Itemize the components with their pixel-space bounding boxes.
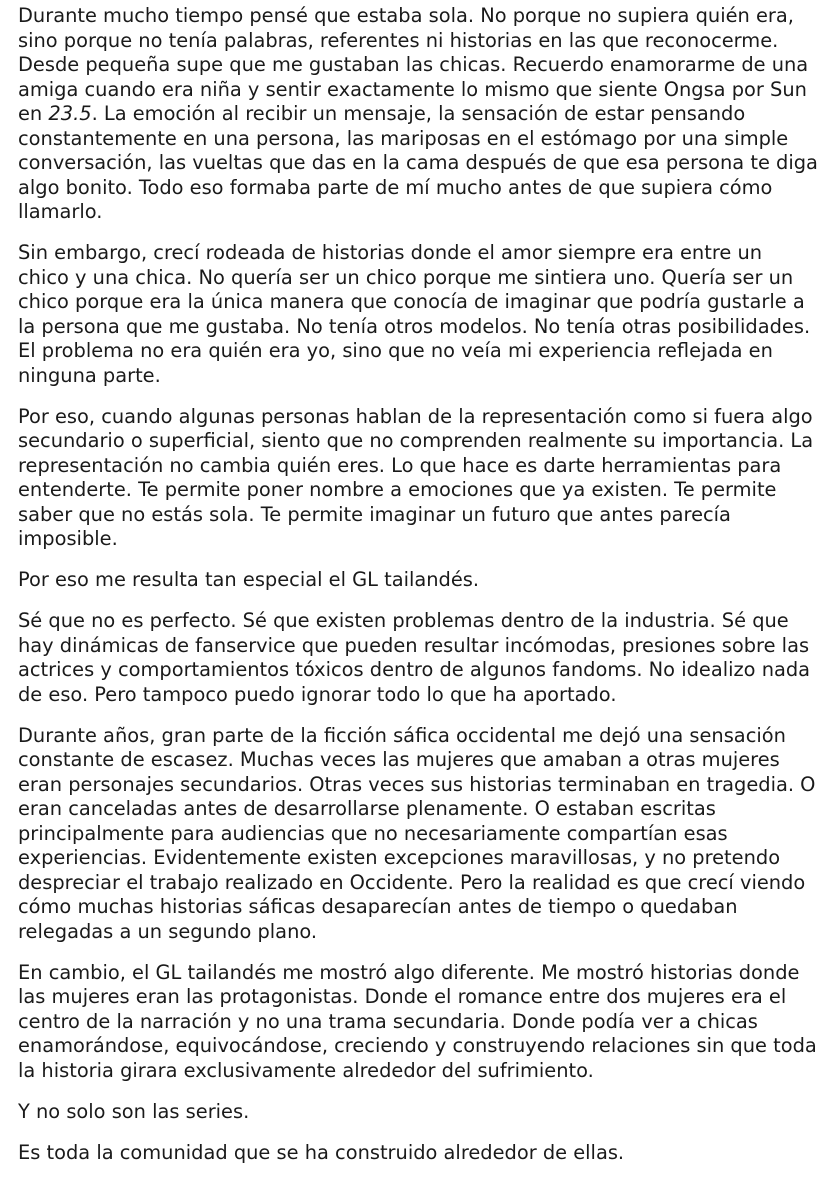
paragraph-1-text-start: Durante mucho tiempo pensé que estaba sola. No porque no supiera quién era, sino porque no tenía palabras, referentes ni historias en las que reconocerme. Desde pequeña supe que me gustaban las chicas. Recuerdo enamorarme de una amiga cuando era niña y sentir exactamente lo mismo que siente Ongsa por Sun en: [18, 4, 809, 125]
paragraph-7: En cambio, el GL tailandés me mostró algo diferente. Me mostró historias donde las mujeres eran las protagonistas. Donde el romance entre dos mujeres era el centro de la narración y no una trama secundaria. Donde podía ver a chicas enamorándose, equivocándose, creciendo y construyendo relaciones sin que toda la historia girara exclusivamente alrededor del sufrimiento.: [18, 960, 817, 1082]
document-body: [18, 4, 818, 1182]
paragraph-8: Y no solo son las series.: [18, 1099, 250, 1123]
paragraph-1: [18, 4, 818, 225]
paragraph-9: Es toda la comunidad que se ha construido alrededor de ellas.: [18, 1140, 625, 1164]
paragraph-2: Sin embargo, crecí rodeada de historias donde el amor siempre era entre un chico y una chica. No quería ser un chico porque me sintiera uno. Quería ser un chico porque era la única manera que conocía de imaginar que podría gustarle a la persona que me gustaba. No tenía otros modelos. No tenía otras posibilidades. El problema no era quién era yo, sino que no veía mi experiencia reflejada en ninguna parte.: [18, 241, 811, 387]
paragraph-6: Durante años, gran parte de la ficción sáfica occidental me dejó una sensación constante de escasez. Muchas veces las mujeres que amaban a otras mujeres eran personajes secundarios. Otras veces sus historias terminaban en tragedia. O eran canceladas antes de desarrollarse plenamente. O estaban escritas principalmente para audiencias que no necesariamente compartían esas experiencias. Evidentemente existen excepciones maravillosas, y no pretendo despreciar el trabajo realizado en Occidente. Pero la realidad es que crecí viendo cómo muchas historias sáficas desaparecían antes de tiempo o quedaban relegadas a un segundo plano.: [18, 723, 816, 943]
paragraph-4: Por eso me resulta tan especial el GL tailandés.: [18, 568, 480, 591]
paragraph-3: Por eso, cuando algunas personas hablan de la representación como si fuera algo secundario o superficial, siento que no comprenden realmente su importancia. La representación no cambia quién eres. Lo que hace es darte herramientas para entenderte. Te permite poner nombre a emociones que ya existen. Te permite saber que no estás sola. Te permite imaginar un futuro que antes parecía imposible.: [18, 404, 814, 550]
paragraph-5: Sé que no es perfecto. Sé que existen problemas dentro de la industria. Sé que hay dinámicas de fanservice que pueden resultar incómodas, presiones sobre las actrices y comportamientos tóxicos dentro de algunos fandoms. No idealizo nada de eso. Pero tampoco puedo ignorar todo lo que ha aportado.: [18, 609, 811, 706]
series-title-italic: 23.5: [48, 102, 92, 125]
paragraph-1-text-end: . La emoción al recibir un mensaje, la sensación de estar pensando constantemente en una persona, las mariposas en el estómago por una simple conversación, las vueltas que das en la cama después de que esa persona te diga algo bonito. Todo eso formaba parte de mí mucho antes de que supiera cómo llamarlo.: [18, 102, 818, 223]
